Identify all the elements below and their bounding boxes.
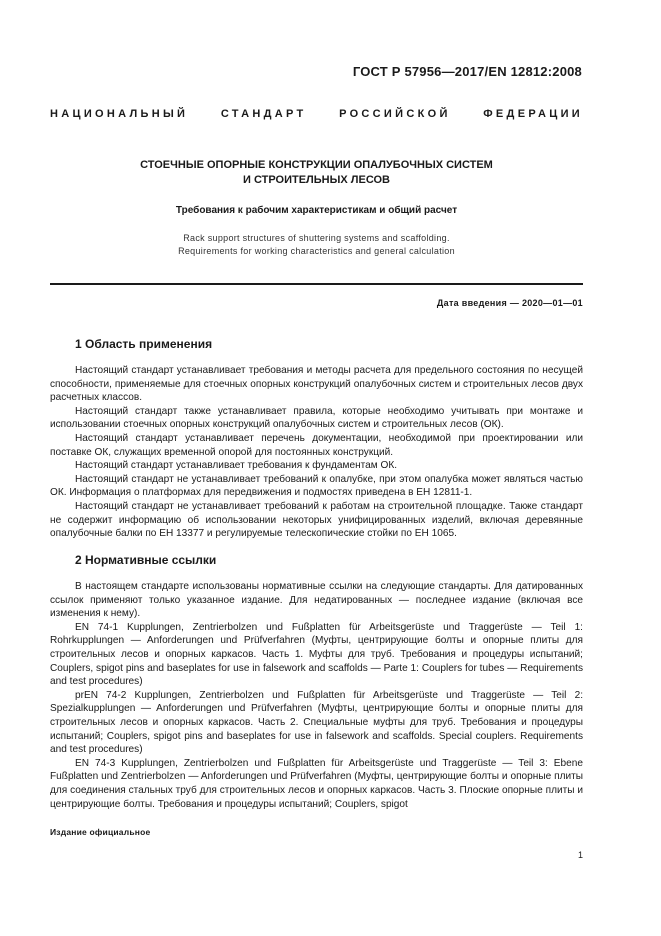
edition-note: Издание официальное [50,827,151,837]
document-title [50,158,583,188]
section-1-paragraph: Настоящий стандарт не устанавливает требований к опалубке, при этом опалубка может являться частью ОК. Информация о платформах для передвижения и подмостях приведена в ЕН 12811-1. [50,473,583,499]
document-subtitle: Требования к рабочим характеристикам и общий расчет [175,205,458,216]
introduction-date: Дата введения — 2020—01—01 [436,298,583,308]
section-1-paragraph: Настоящий стандарт устанавливает перечень документации, необходимой при проектировании или поставке ОК, служащих временной опорой для постоянных конструкций. [50,432,583,458]
standard-code: ГОСТ Р 57956—2017/EN 12812:2008 [352,64,582,79]
page-number: 1 [577,850,583,860]
section-2-paragraph: EN 74-1 Kupplungen, Zentrierbolzen und Fußplatten für Arbeitsgerüste und Traggerüste — Teil 1: Rohrkupplungen — Anforderungen und Prüfverfahren (Муфты, центрирующие болты и опорные плиты для строительных лесов и опорных каркасов. Часть 1. Муфты для труб. Требования и процедуры испытаний; Couplers, spigot pins and baseplates for use in falsework and scaffolds — Parte 1: Couplers for tubes — Requirements and test procedures) [50,621,583,688]
section-1-heading: 1 Область применения [75,337,213,351]
section-2-paragraph: prEN 74-2 Kupplungen, Zentrierbolzen und Fußplatten für Arbeitsgerüste und Traggerüste — Teil 2: Spezialkupplungen — Anforderungen und Prüfverfahren (Муфты, центрирующие болты и опорные плиты для строительных лесов и опорных каркасов. Часть 2. Специальные муфты для труб. Требования и процедуры испытаний; Couplers, spigot pins and baseplates for use in falsework and scaffolds. Special couplers. Requirements and test procedures) [50,689,583,756]
horizontal-rule [50,283,583,285]
title-line-1: СТОЕЧНЫЕ ОПОРНЫЕ КОНСТРУКЦИИ ОПАЛУБОЧНЫХ СИСТЕМ [140,159,493,171]
section-2-paragraph: В настоящем стандарте использованы нормативные ссылки на следующие стандарты. Для датированных ссылок применяют только указанное издание. Для недатированных — последнее издание (включая все изменения к нему). [50,581,583,620]
section-2-paragraph: EN 74-3 Kupplungen, Zentrierbolzen und Fußplatten für Arbeitsgerüste und Traggerüste — Teil 3: Ebene Fußplatten und Zentrierbolzen — Anforderungen und Prüfverfahren (Муфты, центрирующие болты и опорные плиты для соединения стальных труб для строительных лесов и опорных каркасов. Часть 3. Плоские опорные плиты и центрирующие болты. Требования и процедуры испытаний; Couplers, spigot [50,757,583,810]
section-2-heading: 2 Нормативные ссылки [75,553,217,567]
english-title-line-2: Requirements for working characteristics and general calculation [178,246,455,256]
english-title [50,232,583,258]
section-2-body [50,580,583,811]
english-title-line-1: Rack support structures of shuttering systems and scaffolding. [183,233,450,243]
section-1-body [50,364,583,541]
section-1-paragraph: Настоящий стандарт устанавливает требования к фундаментам ОК. [75,460,398,472]
section-1-paragraph: Настоящий стандарт устанавливает требования и методы расчета для предельного состояния по несущей способности, применяемые для стоечных опорных конструкций опалубочных систем и строительных лесов двух расчетных классов. [50,365,583,404]
section-1-paragraph: Настоящий стандарт также устанавливает правила, которые необходимо учитывать при монтаже и использовании стоечных опорных конструкций опалубочных систем и строительных лесов (ОК). [50,405,583,431]
national-standard-banner: НАЦИОНАЛЬНЫЙ СТАНДАРТ РОССИЙСКОЙ ФЕДЕРАЦИИ [50,108,583,120]
title-line-2: И СТРОИТЕЛЬНЫХ ЛЕСОВ [242,174,391,186]
section-1-paragraph: Настоящий стандарт не устанавливает требований к работам на строительной площадке. Также стандарт не содержит информацию об использовании некоторых унифицированных изделий, включая деревянные опалубочные балки по ЕН 13377 и регулируемые телескопические стойки по ЕН 1065. [50,500,583,540]
